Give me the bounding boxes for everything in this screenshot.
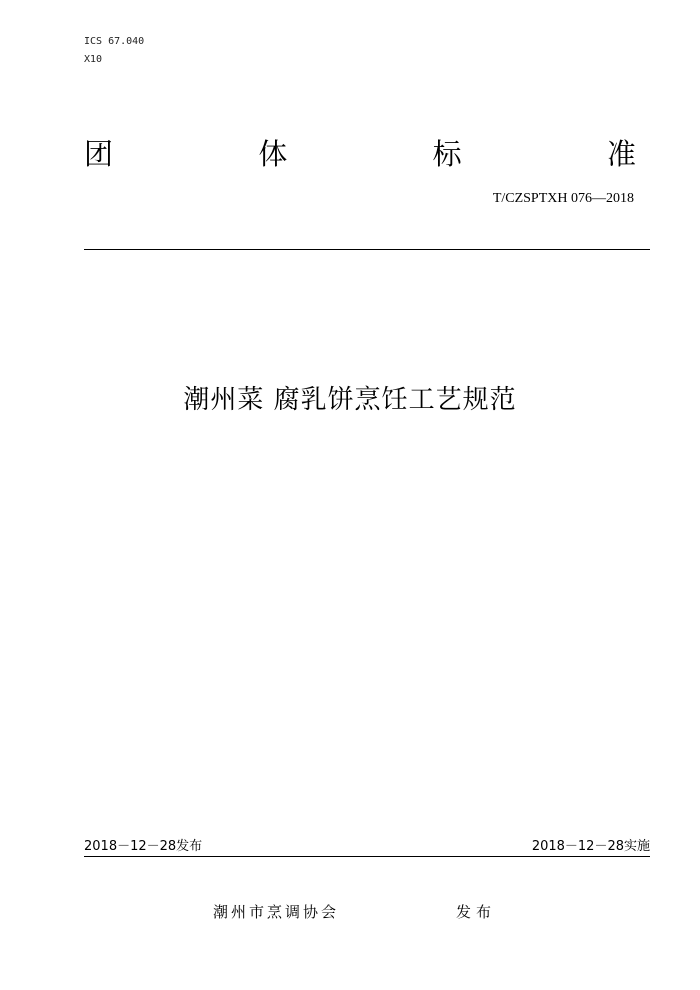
- classification-code: X10: [84, 54, 103, 65]
- footer-divider: [84, 856, 650, 857]
- standard-type-title: [84, 134, 636, 174]
- publish-label: 发布: [456, 903, 497, 921]
- header-divider: [84, 249, 650, 250]
- implementation-date: 2018－12－28实施: [531, 839, 650, 854]
- issue-date: 2018－12－28发布: [84, 839, 203, 854]
- document-title: 潮州菜 腐乳饼烹饪工艺规范: [183, 385, 517, 415]
- ics-number: ICS 67.040: [84, 36, 145, 47]
- publisher-name: 潮州市烹调协会: [213, 903, 340, 921]
- standard-type-char: 标: [432, 137, 462, 171]
- standard-type-char: 体: [258, 137, 288, 171]
- standard-code: T/CZSPTXH 076—2018: [492, 191, 634, 206]
- standard-type-char: 准: [606, 137, 636, 171]
- standard-type-char: 团: [84, 137, 114, 171]
